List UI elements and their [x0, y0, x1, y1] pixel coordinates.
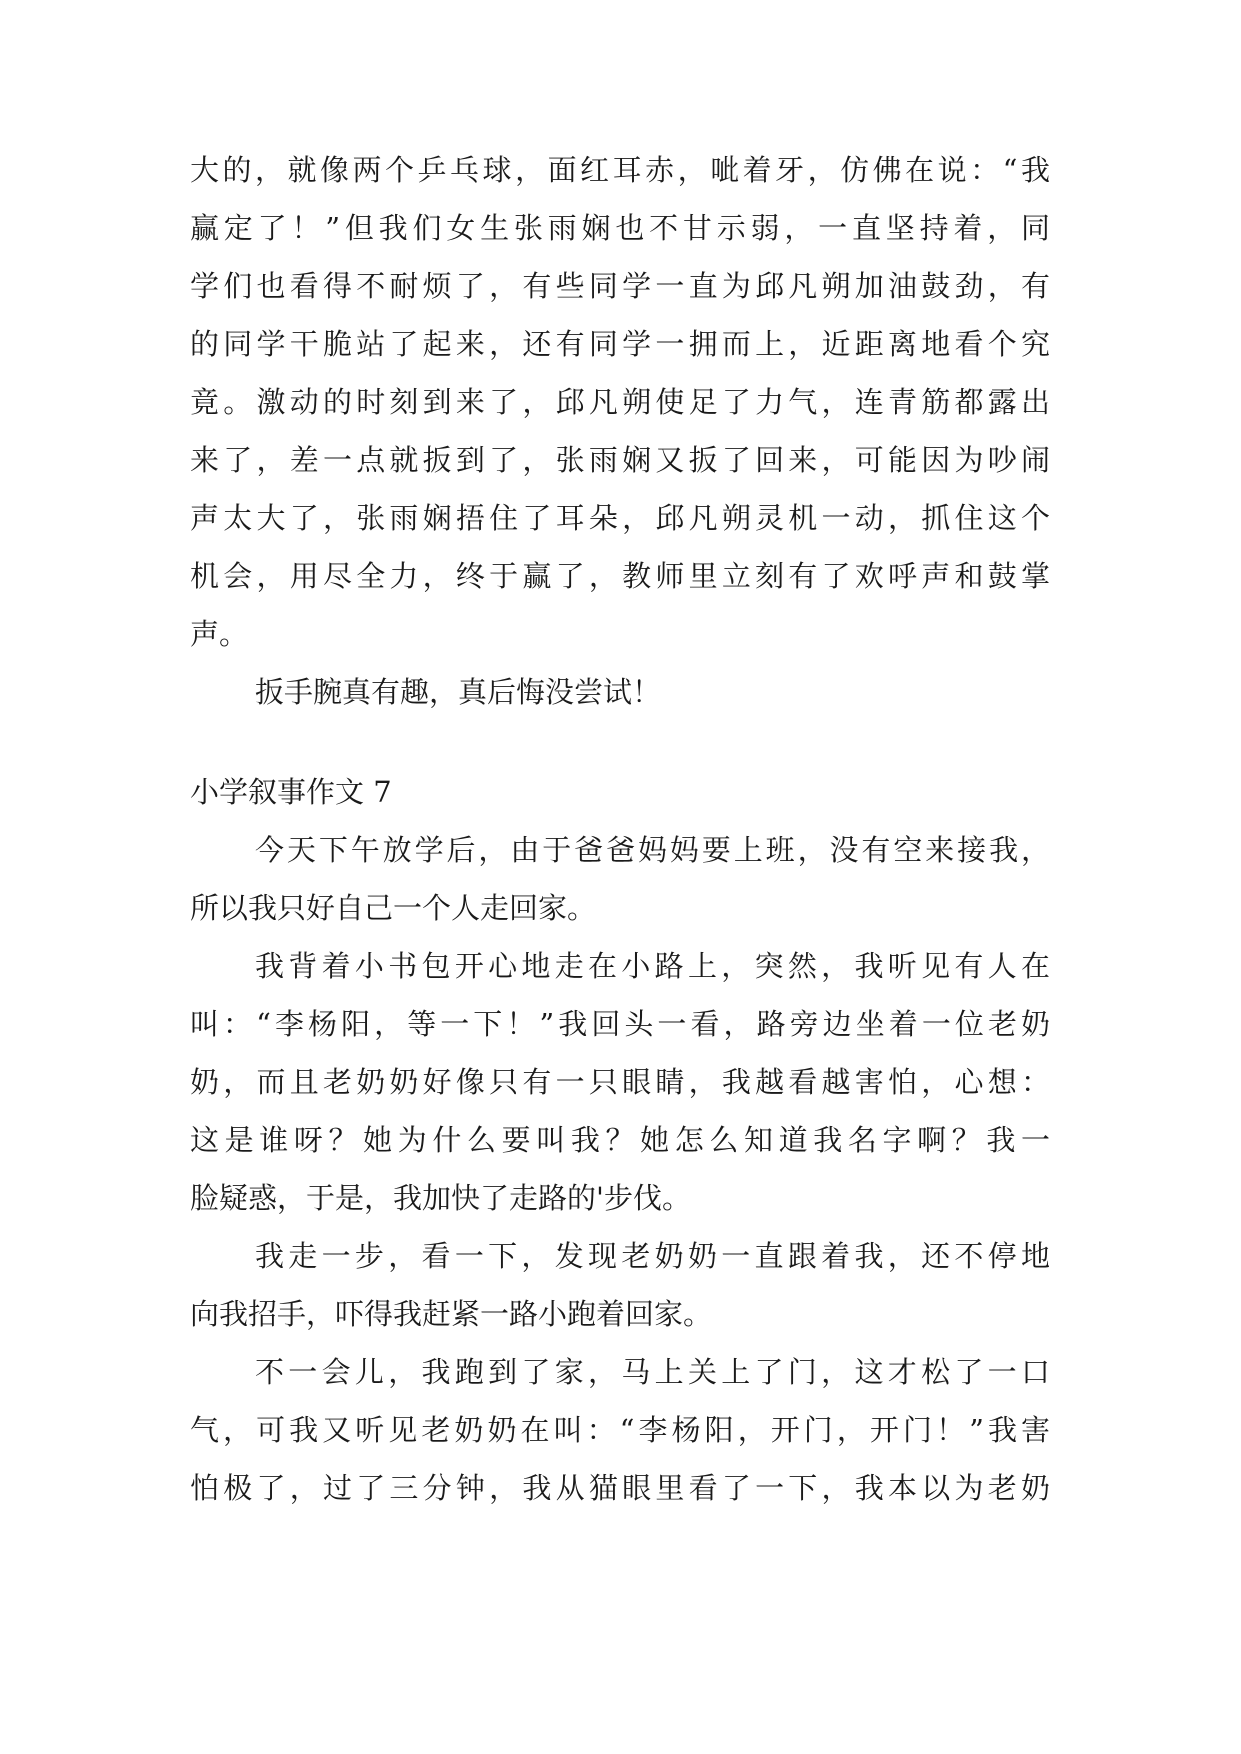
paragraph-line: 向我招手，吓得我赶紧一路小跑着回家。 — [190, 1297, 713, 1331]
paragraph-line: 大的，就像两个乒乓球，面红耳赤，呲着牙，仿佛在说：“我 — [190, 153, 1050, 187]
section-title: 小学叙事作文 7 — [190, 775, 392, 809]
paragraph-line: 声。 — [190, 617, 249, 651]
paragraph-line: 我背着小书包开心地走在小路上，突然，我听见有人在 — [255, 949, 1050, 983]
paragraph-line: 扳手腕真有趣，真后悔没尝试！ — [255, 675, 662, 709]
paragraph-line: 今天下午放学后，由于爸爸妈妈要上班，没有空来接我， — [255, 833, 1050, 867]
paragraph-line: 竟。激动的时刻到来了，邱凡朔使足了力气，连青筋都露出 — [190, 385, 1050, 419]
paragraph-line: 机会，用尽全力，终于赢了，教师里立刻有了欢呼声和鼓掌 — [190, 559, 1050, 593]
paragraph-line: 学们也看得不耐烦了，有些同学一直为邱凡朔加油鼓劲，有 — [190, 269, 1050, 303]
paragraph-line: 我走一步，看一下，发现老奶奶一直跟着我，还不停地 — [255, 1239, 1050, 1273]
paragraph-line: 所以我只好自己一个人走回家。 — [190, 891, 597, 925]
paragraph-line: 来了，差一点就扳到了，张雨娴又扳了回来，可能因为吵闹 — [190, 443, 1050, 477]
paragraph-line: 不一会儿，我跑到了家，马上关上了门，这才松了一口 — [255, 1355, 1050, 1389]
paragraph-line: 奶，而且老奶奶好像只有一只眼睛，我越看越害怕，心想： — [190, 1065, 1050, 1099]
paragraph-line: 声太大了，张雨娴捂住了耳朵，邱凡朔灵机一动，抓住这个 — [190, 501, 1050, 535]
paragraph-line: 这是谁呀？她为什么要叫我？她怎么知道我名字啊？我一 — [190, 1123, 1050, 1157]
paragraph-line: 脸疑惑，于是，我加快了走路的'步伐。 — [190, 1181, 691, 1215]
paragraph-line: 的同学干脆站了起来，还有同学一拥而上，近距离地看个究 — [190, 327, 1050, 361]
paragraph-line: 赢定了！”但我们女生张雨娴也不甘示弱，一直坚持着，同 — [190, 211, 1050, 245]
paragraph-line: 叫：“李杨阳，等一下！”我回头一看，路旁边坐着一位老奶 — [190, 1007, 1050, 1041]
paragraph-line: 气，可我又听见老奶奶在叫：“李杨阳，开门，开门！”我害 — [190, 1413, 1050, 1447]
paragraph-line: 怕极了，过了三分钟，我从猫眼里看了一下，我本以为老奶 — [190, 1471, 1050, 1505]
